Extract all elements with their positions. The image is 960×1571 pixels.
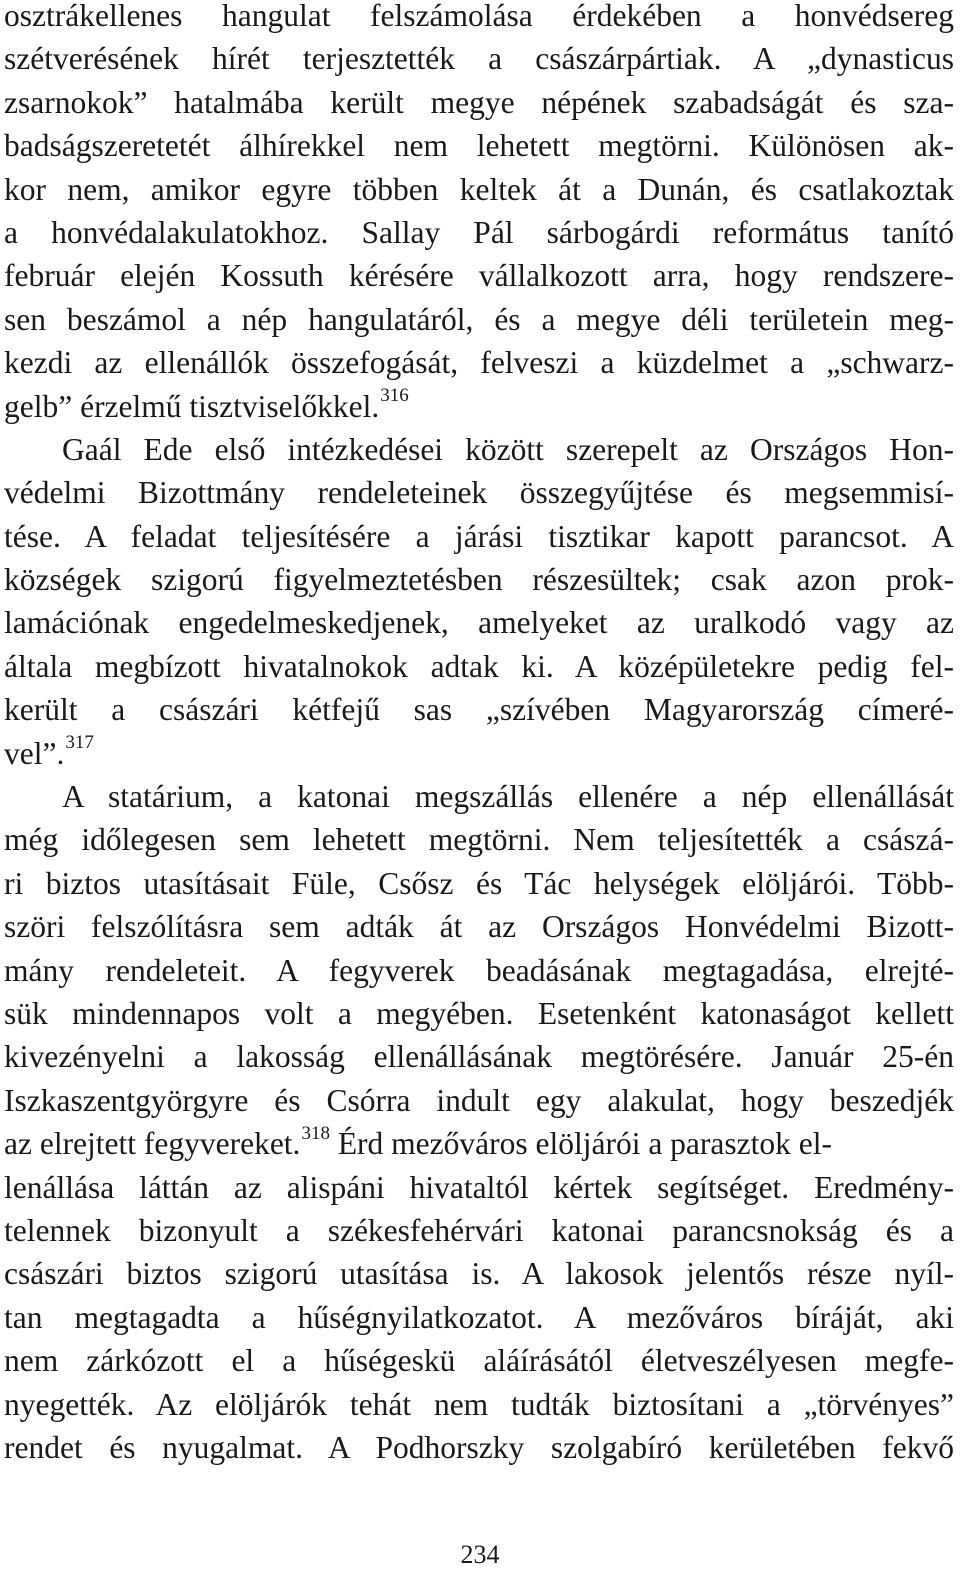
text-segment: vel”.	[4, 735, 65, 771]
text-line: kivezényelni a lakosság ellenállásának megtörésére. Január 25-én	[4, 1039, 954, 1075]
text-line: lamációnak engedelmeskedjenek, amelyeket az uralkodó vagy az	[4, 605, 954, 641]
text-line: Iszkaszentgyörgyre és Csórra indult egy alakulat, hogy beszedjék	[4, 1082, 954, 1118]
text-line: sük mindennapos volt a megyében. Esetenként katonaságot kellett	[4, 995, 954, 1031]
text-line	[4, 732, 954, 775]
text-line: tése. A feladat teljesítésére a járási tisztikar kapott parancsot. A	[4, 518, 954, 554]
text-line: császári biztos szigorú utasítása is. A lakosok jelentős része nyíl-	[4, 1256, 954, 1292]
text-line: nem zárkózott el a hűségeskü aláírásától életveszélyesen megfe-	[4, 1343, 954, 1379]
text-line: általa megbízott hivatalnokok adtak ki. A középületekre pedig fel-	[4, 648, 954, 684]
body-text	[4, 0, 954, 1469]
text-line: védelmi Bizottmány rendeleteinek összegyűjtése és megsemmisí-	[4, 475, 954, 511]
footnote-reference: 317	[65, 732, 94, 754]
text-line: tan megtagadta a hűségnyilatkozatot. A mezőváros bíráját, aki	[4, 1299, 954, 1335]
page-number: 234	[460, 1540, 500, 1569]
text-line: kor nem, amikor egyre többen keltek át a Dunán, és csatlakoztak	[4, 171, 954, 207]
text-line: mány rendeleteit. A fegyverek beadásának megtagadása, elrejté-	[4, 952, 954, 988]
text-line: sen beszámol a nép hangulatáról, és a megye déli területein meg-	[4, 301, 954, 337]
text-segment: Érd mezőváros elöljárói a parasztok el-	[329, 1126, 832, 1162]
text-line: nyegették. Az elöljárók tehát nem tudták biztosítani a „törvényes”	[4, 1386, 954, 1422]
text-line: községek szigorú figyelmeztetésben részesültek; csak azon prok-	[4, 562, 954, 598]
text-line: került a császári kétfejű sas „szívében Magyarország címeré-	[4, 692, 954, 728]
text-line: osztrákellenes hangulat felszámolása érdekében a honvédsereg	[4, 0, 954, 33]
text-segment: gelb” érzelmű tisztviselőkkel.	[4, 388, 380, 424]
text-line: szétverésének hírét terjesztették a császárpártiak. A „dynasticus	[4, 41, 954, 77]
text-line: telennek bizonyult a székesfehérvári katonai parancsnokság és a	[4, 1212, 954, 1248]
text-line: rendet és nyugalmat. A Podhorszky szolgabíró kerületében fekvő	[4, 1429, 954, 1465]
footnote-reference: 318	[301, 1122, 330, 1144]
paragraph-start-line: Gaál Ede első intézkedései között szerepelt az Országos Hon-	[62, 431, 954, 467]
footnote-reference: 316	[380, 385, 409, 407]
paragraph-start-line: A statárium, a katonai megszállás ellenére a nép ellenállását	[62, 779, 954, 815]
text-line: még időlegesen sem lehetett megtörni. Nem teljesítették a császá-	[4, 822, 954, 858]
text-line: zsarnokok” hatalmába került megye népének szabadságát és sza-	[4, 84, 954, 120]
text-line: badságszeretetét álhírekkel nem lehetett megtörni. Különösen ak-	[4, 128, 954, 164]
text-line: kezdi az ellenállók összefogását, felveszi a küzdelmet a „schwarz-	[4, 345, 954, 381]
text-line	[4, 1122, 954, 1165]
text-line: lenállása láttán az alispáni hivataltól kértek segítséget. Eredmény-	[4, 1169, 954, 1205]
text-line	[4, 385, 954, 428]
text-segment: az elrejtett fegyvereket.	[4, 1126, 301, 1162]
text-line: ri biztos utasításait Füle, Csősz és Tác helységek elöljárói. Több-	[4, 865, 954, 901]
text-line: szöri felszólításra sem adták át az Országos Honvédelmi Bizott-	[4, 909, 954, 945]
text-line: a honvédalakulatokhoz. Sallay Pál sárbogárdi református tanító	[4, 214, 954, 250]
text-line: február elején Kossuth kérésére vállalkozott arra, hogy rendszere-	[4, 258, 954, 294]
